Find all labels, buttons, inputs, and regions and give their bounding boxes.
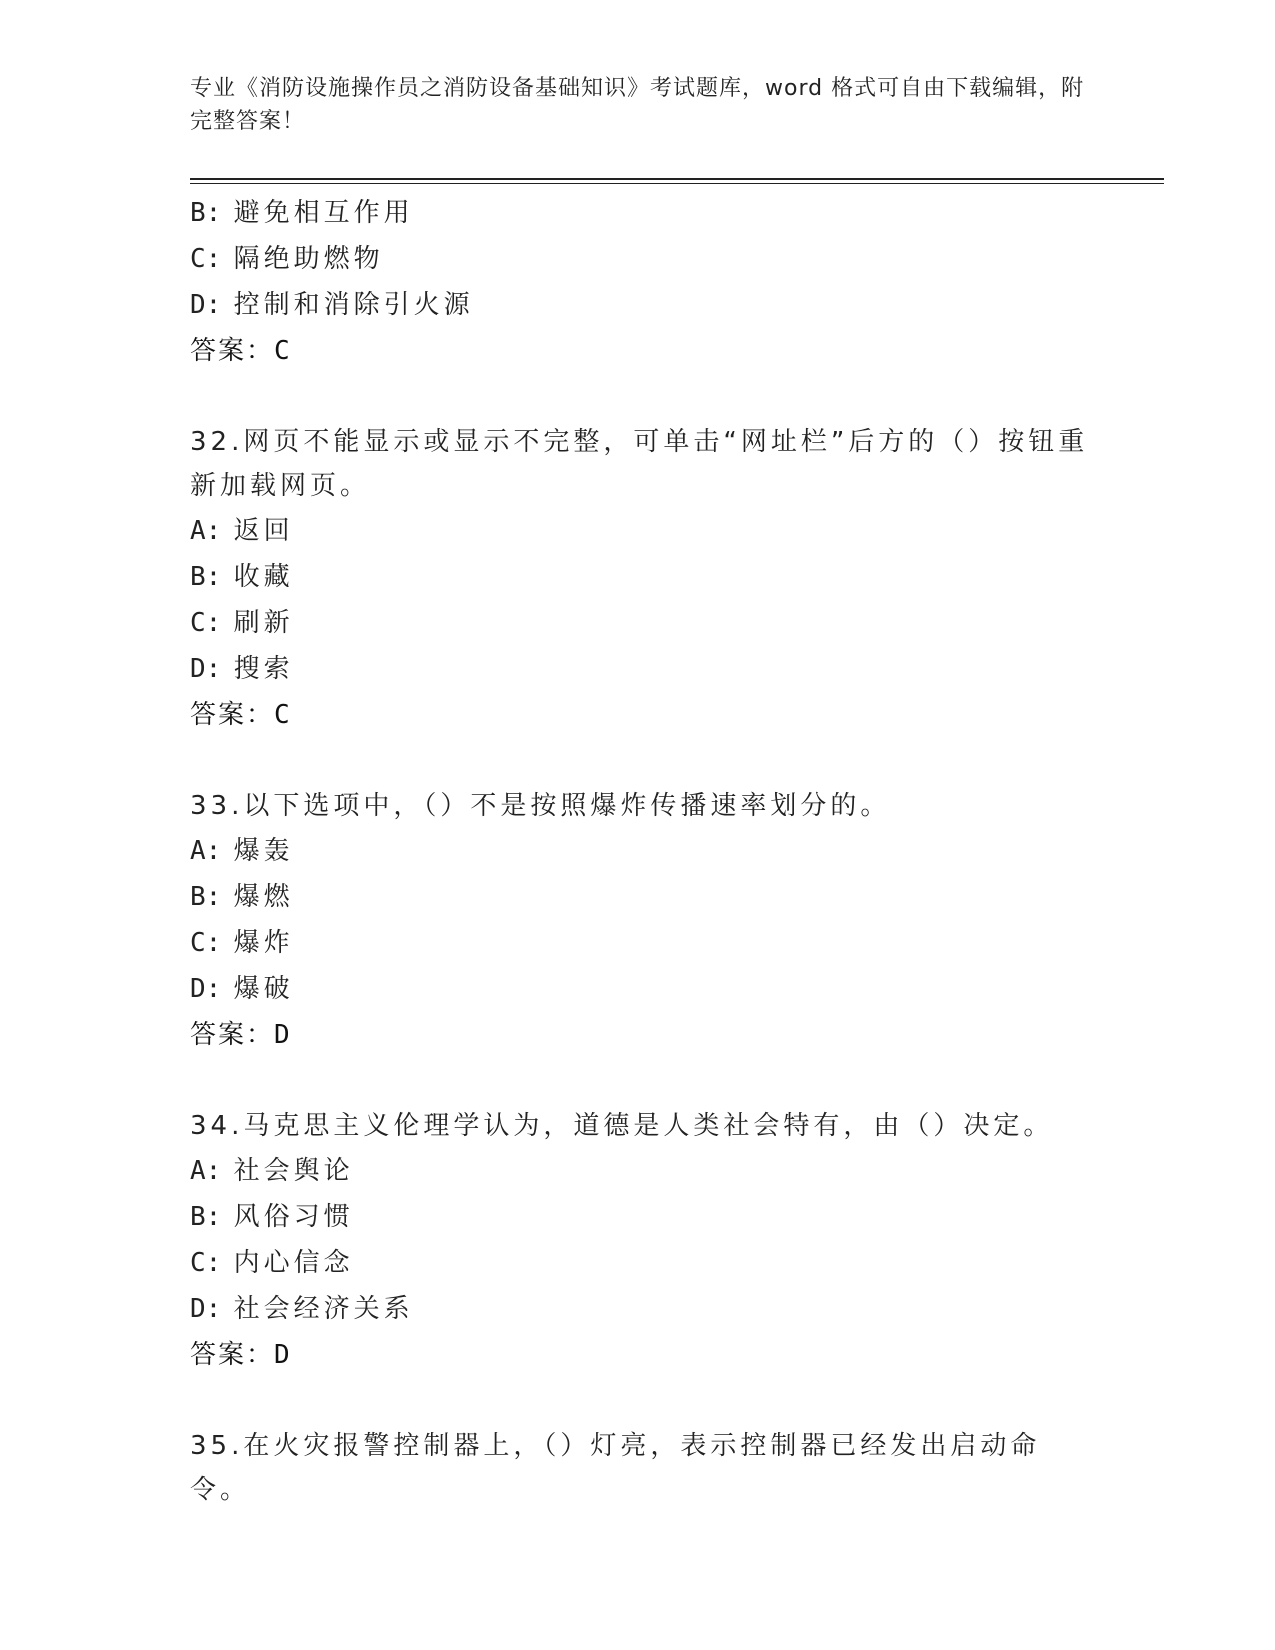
question-stem: 33.以下选项中，（）不是按照爆炸传播速率划分的。 <box>190 791 891 821</box>
option-d: D: 控制和消除引火源 <box>190 290 474 320</box>
option-b: B: 爆燃 <box>190 882 294 912</box>
option-b: B: 收藏 <box>190 562 294 592</box>
option-d: D: 社会经济关系 <box>190 1294 414 1324</box>
option-c: C: 刷新 <box>190 608 294 638</box>
header-divider-thick <box>190 178 1164 180</box>
option-b: B: 风俗习惯 <box>190 1202 354 1232</box>
option-c: C: 隔绝助燃物 <box>190 244 384 274</box>
question-stem: 35.在火灾报警控制器上，（）灯亮，表示控制器已经发出启动命令。 <box>190 1431 1041 1505</box>
header-divider-thin <box>190 183 1164 184</box>
answer-line: 答案：D <box>190 1020 292 1050</box>
answer-line: 答案：D <box>190 1340 292 1370</box>
question-33 <box>190 784 1090 1058</box>
question-32 <box>190 420 1090 738</box>
option-d: D: 爆破 <box>190 974 294 1004</box>
question-34 <box>190 1104 1090 1378</box>
prev-question-block <box>190 190 1090 374</box>
option-a: A: 返回 <box>190 516 294 546</box>
question-35 <box>190 1424 1090 1512</box>
option-c: C: 内心信念 <box>190 1248 354 1278</box>
question-list <box>190 190 1090 1512</box>
answer-line: 答案：C <box>190 700 292 730</box>
answer-line: 答案：C <box>190 336 292 366</box>
option-a: A: 社会舆论 <box>190 1156 354 1186</box>
option-c: C: 爆炸 <box>190 928 294 958</box>
option-d: D: 搜索 <box>190 654 294 684</box>
option-b: B: 避免相互作用 <box>190 198 414 228</box>
question-stem: 34.马克思主义伦理学认为，道德是人类社会特有，由（）决定。 <box>190 1111 1054 1141</box>
document-header: 专业《消防设施操作员之消防设备基础知识》考试题库，word 格式可自由下载编辑，附完整答案！ <box>190 76 1085 134</box>
option-a: A: 爆轰 <box>190 836 294 866</box>
question-stem: 32.网页不能显示或显示不完整，可单击“网址栏”后方的（）按钮重新加载网页。 <box>190 427 1089 501</box>
